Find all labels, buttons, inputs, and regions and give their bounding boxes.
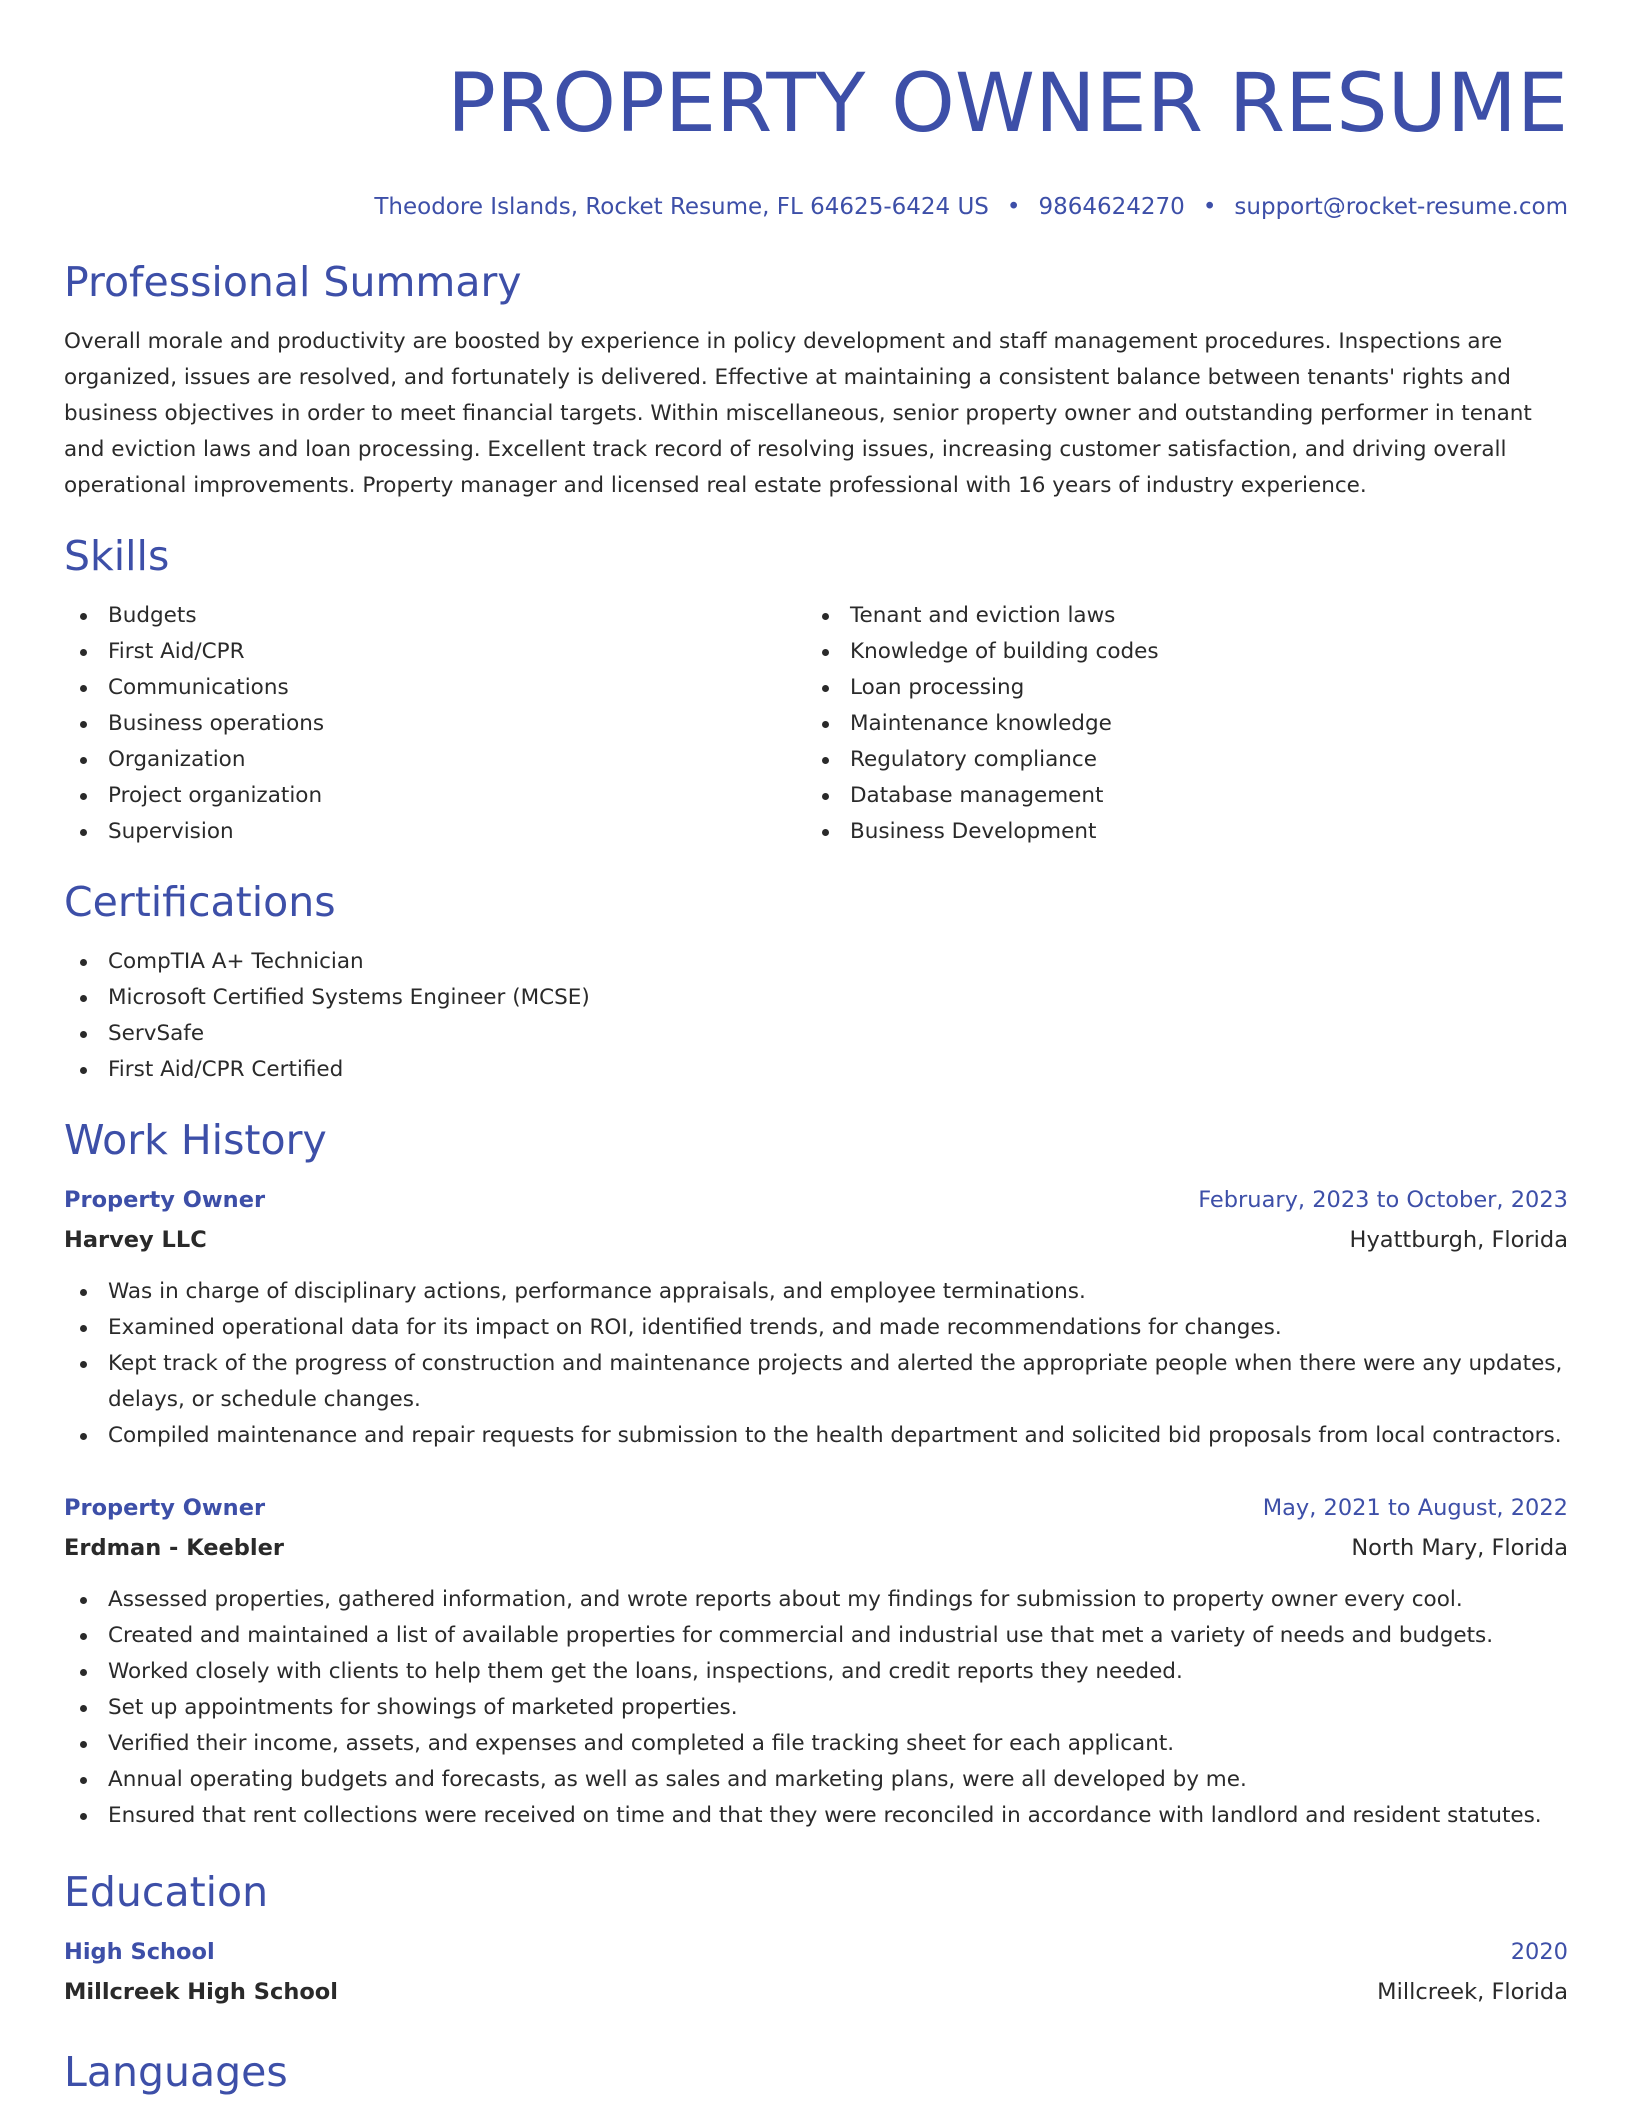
- job-duty: Created and maintained a list of available properties for commercial and industrial use that met a variety of needs and budgets.: [64, 1618, 1568, 1654]
- certifications-heading: Certifications: [64, 878, 336, 926]
- job-title: Property Owner: [64, 1495, 266, 1521]
- skill-item: Regulatory compliance: [806, 742, 1548, 778]
- resume-title: PROPERTY OWNER RESUME: [447, 57, 1568, 151]
- job-duty: Ensured that rent collections were received on time and that they were reconciled in accordance with landlord and resident statutes.: [64, 1798, 1568, 1834]
- job-company: Harvey LLC: [64, 1227, 207, 1253]
- resume-header: [64, 56, 1568, 222]
- skill-item: Communications: [64, 670, 806, 706]
- contact-phone: 9864624270: [1038, 194, 1185, 220]
- education-degree: High School: [64, 1939, 215, 1965]
- job-duty: Annual operating budgets and forecasts, as well as sales and marketing plans, were all developed by me.: [64, 1762, 1568, 1798]
- skills-right-list: [806, 598, 1548, 850]
- job-duty: Was in charge of disciplinary actions, performance appraisals, and employee terminations.: [64, 1274, 1568, 1310]
- skill-item: Business Development: [806, 814, 1548, 850]
- skill-item: Loan processing: [806, 670, 1548, 706]
- skill-item: First Aid/CPR: [64, 634, 806, 670]
- job-entry: [64, 1182, 1568, 1454]
- skill-item: Organization: [64, 742, 806, 778]
- certification-item: ServSafe: [64, 1016, 1568, 1052]
- education-heading: Education: [64, 1868, 269, 1916]
- certifications-section: [64, 876, 1568, 1088]
- work-history-section: [64, 1114, 1568, 1834]
- education-section: [64, 1866, 1568, 2010]
- education-entry: [64, 1934, 1568, 2010]
- skills-section: [64, 530, 1568, 850]
- certifications-list: [64, 944, 1568, 1088]
- job-duty: Set up appointments for showings of marketed properties.: [64, 1690, 1568, 1726]
- job-duty: Compiled maintenance and repair requests for submission to the health department and solicited bid proposals from local contractors.: [64, 1418, 1568, 1454]
- job-dates: May, 2021 to August, 2022: [1262, 1495, 1568, 1521]
- work-history-heading: Work History: [64, 1116, 327, 1164]
- certification-item: Microsoft Certified Systems Engineer (MCSE): [64, 980, 1568, 1016]
- skill-item: Project organization: [64, 778, 806, 814]
- job-company-row: [64, 1526, 1568, 1566]
- education-school-row: [64, 1970, 1568, 2010]
- skill-item: Business operations: [64, 706, 806, 742]
- job-header-row: [64, 1182, 1568, 1218]
- education-header-row: [64, 1934, 1568, 1970]
- education-location: Millcreek, Florida: [1377, 1979, 1568, 2005]
- job-dates: February, 2023 to October, 2023: [1198, 1187, 1568, 1213]
- job-entry: [64, 1490, 1568, 1834]
- summary-heading: Professional Summary: [64, 258, 522, 306]
- skill-item: Maintenance knowledge: [806, 706, 1548, 742]
- skill-item: Supervision: [64, 814, 806, 850]
- job-location: North Mary, Florida: [1351, 1535, 1568, 1561]
- contact-line: [64, 192, 1568, 222]
- job-location: Hyattburgh, Florida: [1349, 1227, 1568, 1253]
- skills-left-list: [64, 598, 806, 850]
- job-company: Erdman - Keebler: [64, 1535, 284, 1561]
- contact-separator: •: [1202, 194, 1217, 220]
- contact-email: support@rocket-resume.com: [1234, 194, 1568, 220]
- job-duty: Verified their income, assets, and expenses and completed a file tracking sheet for each applicant.: [64, 1726, 1568, 1762]
- job-duty: Worked closely with clients to help them get the loans, inspections, and credit reports they needed.: [64, 1654, 1568, 1690]
- job-title: Property Owner: [64, 1187, 266, 1213]
- skill-item: Database management: [806, 778, 1548, 814]
- contact-separator: •: [1006, 194, 1021, 220]
- skills-heading: Skills: [64, 532, 170, 580]
- certification-item: First Aid/CPR Certified: [64, 1052, 1568, 1088]
- job-duty: Examined operational data for its impact on ROI, identified trends, and made recommendations for changes.: [64, 1310, 1568, 1346]
- education-school: Millcreek High School: [64, 1979, 338, 2005]
- skill-item: Budgets: [64, 598, 806, 634]
- languages-heading: Languages: [64, 2048, 288, 2096]
- languages-section: [64, 2046, 1568, 2098]
- summary-section: [64, 256, 1568, 504]
- job-duties-list: [64, 1582, 1568, 1834]
- summary-text: Overall morale and productivity are boosted by experience in policy development and staff management procedures. Inspections are organized, issues are resolved, and fortunately is delivered. Effective at maintaining a consistent balance between tenants' rights and business objectives in order to meet financial targets. Within miscellaneous, senior property owner and outstanding performer in tenant and eviction laws and loan processing. Excellent track record of resolving issues, increasing customer satisfaction, and driving overall operational improvements. Property manager and licensed real estate professional with 16 years of industry experience.: [64, 329, 1532, 498]
- skill-item: Tenant and eviction laws: [806, 598, 1548, 634]
- certification-item: CompTIA A+ Technician: [64, 944, 1568, 980]
- job-duty: Kept track of the progress of construction and maintenance projects and alerted the appropriate people when there were any updates, delays, or schedule changes.: [64, 1346, 1568, 1418]
- skill-item: Knowledge of building codes: [806, 634, 1548, 670]
- job-duties-list: [64, 1274, 1568, 1454]
- skills-columns: [64, 598, 1568, 850]
- job-duty: Assessed properties, gathered information, and wrote reports about my findings for submission to property owner every cool.: [64, 1582, 1568, 1618]
- contact-address: Theodore Islands, Rocket Resume, FL 64625-6424 US: [374, 194, 989, 220]
- education-year: 2020: [1510, 1939, 1568, 1965]
- job-company-row: [64, 1218, 1568, 1258]
- resume-page: [64, 0, 1568, 2098]
- job-header-row: [64, 1490, 1568, 1526]
